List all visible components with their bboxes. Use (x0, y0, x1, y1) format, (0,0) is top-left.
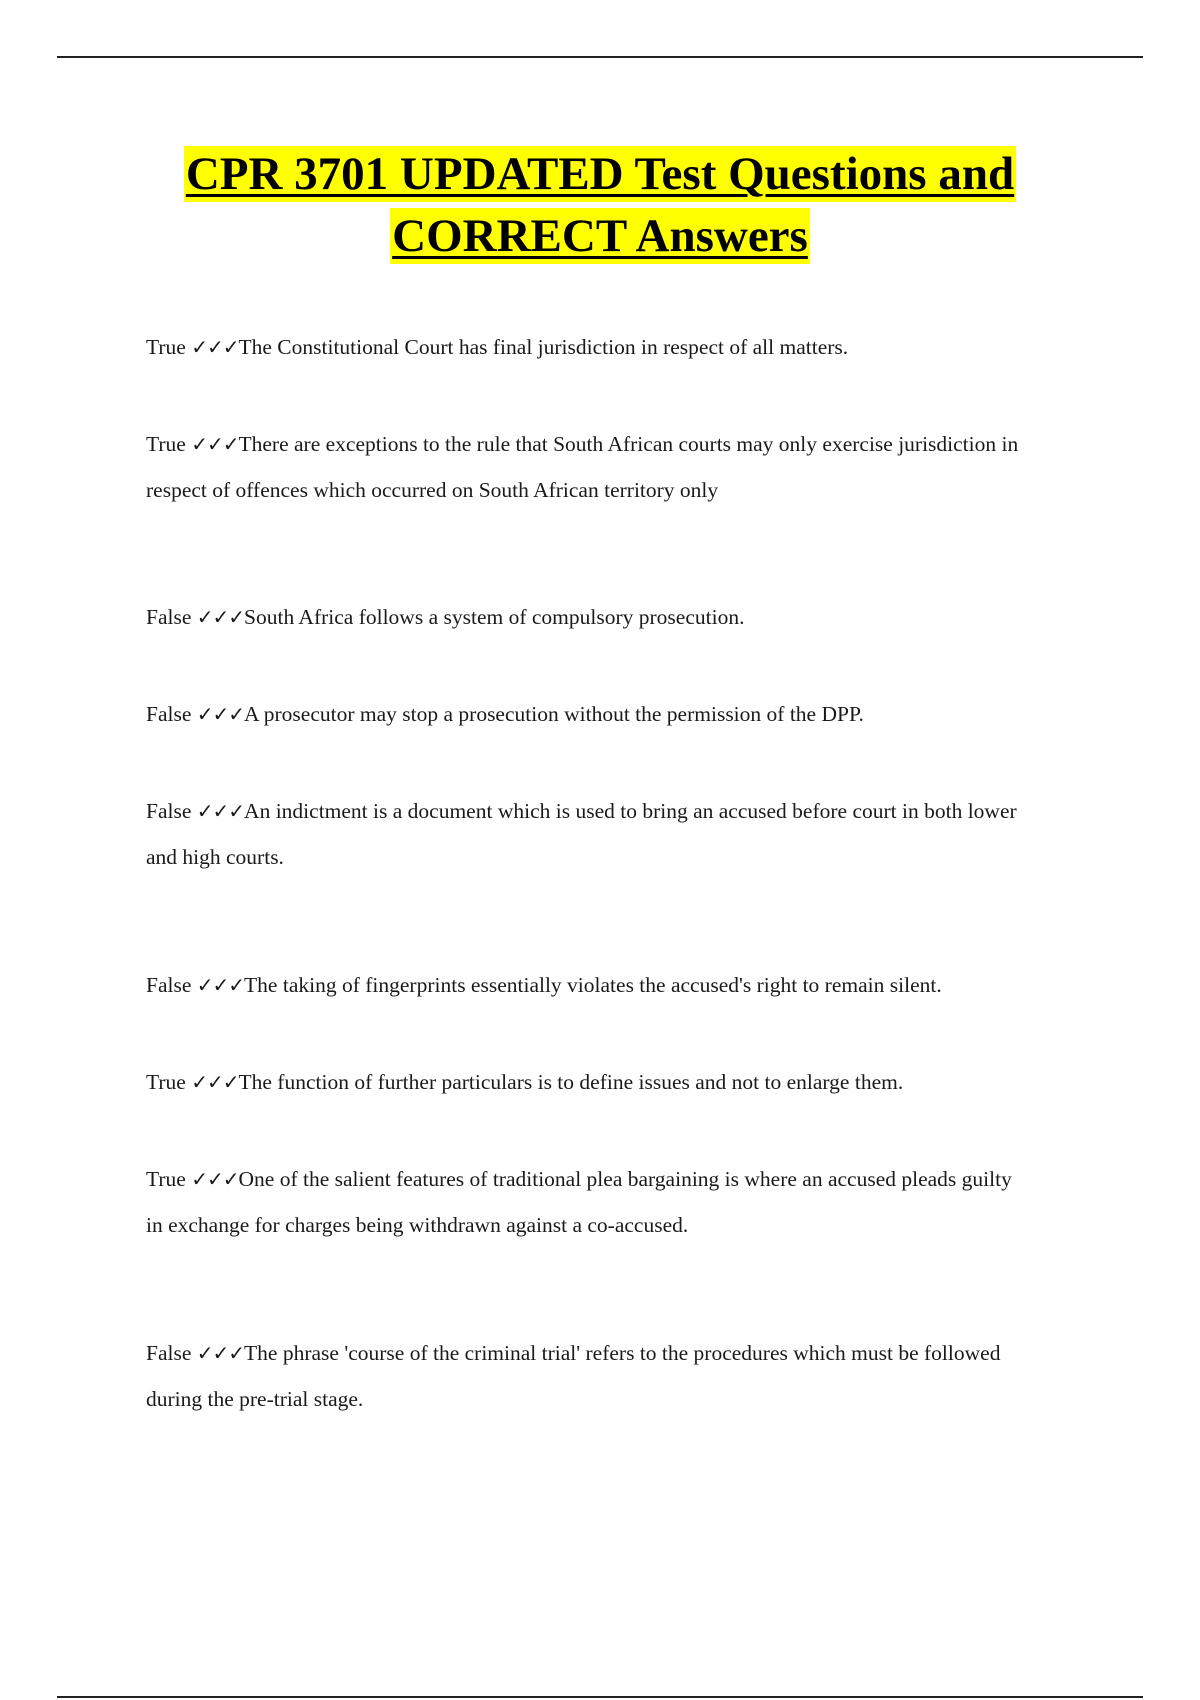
check-marks-icon: ✓✓✓ (196, 1341, 245, 1365)
qa-item-6 (146, 970, 1051, 1000)
check-marks-icon: ✓✓✓ (196, 799, 245, 823)
check-marks-icon: ✓✓✓ (191, 432, 239, 456)
qa-answer: True (146, 432, 186, 456)
qa-item-2 (146, 429, 1051, 505)
qa-item-9 (146, 1338, 1051, 1414)
qa-statement: The Constitutional Court has final jurisdiction in respect of all matters. (238, 335, 849, 359)
qa-continuation: in exchange for charges being withdrawn against a co-accused. (146, 1213, 689, 1237)
qa-answer: False (146, 702, 192, 726)
qa-answer: True (146, 335, 186, 359)
qa-statement: One of the salient features of traditional plea bargaining is where an accused pleads guilty (238, 1167, 1012, 1191)
qa-statement: There are exceptions to the rule that South African courts may only exercise jurisdiction in (238, 432, 1019, 456)
qa-item-8 (146, 1164, 1051, 1240)
bottom-divider (57, 1696, 1143, 1698)
qa-statement: The phrase 'course of the criminal trial' refers to the procedures which must be followed (244, 1341, 1001, 1365)
title-line-1: CPR 3701 UPDATED Test Questions and (185, 148, 1015, 200)
qa-item-7 (146, 1067, 1051, 1097)
qa-answer: True (146, 1070, 186, 1094)
qa-answer: False (146, 1341, 192, 1365)
check-marks-icon: ✓✓✓ (196, 702, 245, 726)
check-marks-icon: ✓✓✓ (191, 1167, 239, 1191)
qa-statement: An indictment is a document which is used to bring an accused before court in both lower (244, 799, 1017, 823)
qa-item-5 (146, 796, 1051, 872)
qa-item-3 (146, 602, 1051, 632)
qa-statement: The taking of fingerprints essentially violates the accused's right to remain silent. (244, 973, 942, 997)
qa-statement: The function of further particulars is to define issues and not to enlarge them. (238, 1070, 904, 1094)
check-marks-icon: ✓✓✓ (196, 973, 245, 997)
title-line-2: CORRECT Answers (392, 210, 808, 262)
qa-answer: False (146, 799, 192, 823)
qa-answer: False (146, 973, 192, 997)
check-marks-icon: ✓✓✓ (196, 605, 245, 629)
qa-answer: False (146, 605, 192, 629)
check-marks-icon: ✓✓✓ (191, 1070, 239, 1094)
qa-statement: A prosecutor may stop a prosecution without the permission of the DPP. (244, 702, 864, 726)
page-title (100, 146, 1100, 270)
qa-continuation: and high courts. (146, 845, 284, 869)
qa-item-4 (146, 699, 1051, 729)
qa-continuation: respect of offences which occurred on South African territory only (146, 478, 719, 502)
check-marks-icon: ✓✓✓ (191, 335, 239, 359)
qa-item-1 (146, 332, 1051, 362)
qa-answer: True (146, 1167, 186, 1191)
qa-statement: South Africa follows a system of compulsory prosecution. (244, 605, 745, 629)
qa-continuation: during the pre-trial stage. (146, 1387, 364, 1411)
top-divider (57, 56, 1143, 58)
